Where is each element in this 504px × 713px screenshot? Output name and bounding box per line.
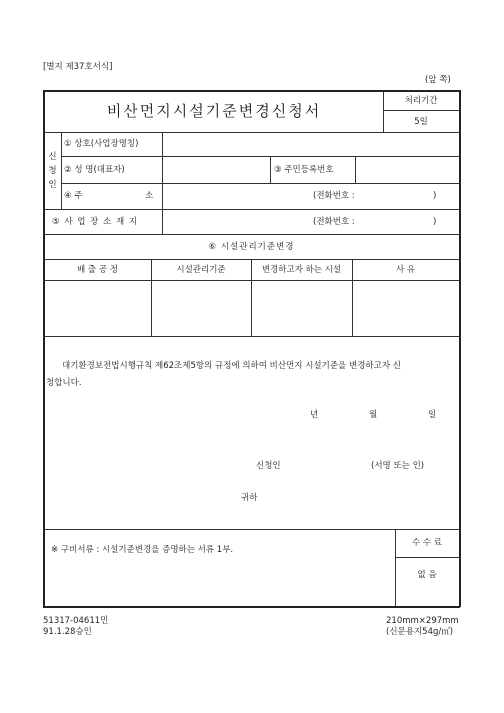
address-phone-close: ) bbox=[433, 191, 437, 201]
site-location-field[interactable] bbox=[163, 210, 313, 234]
site-phone-label: (전화번호 : bbox=[313, 217, 355, 227]
fee-value: 없 음 bbox=[417, 570, 437, 580]
form-code: 51317-04611민 bbox=[43, 616, 109, 626]
business-name-field[interactable] bbox=[163, 133, 459, 156]
resident-number-label: ③ 주민등록번호 bbox=[274, 165, 334, 175]
management-standard-cell[interactable] bbox=[152, 281, 251, 336]
column-header-management-standard: 시설관리기준 bbox=[176, 265, 226, 275]
date-day-label: 일 bbox=[428, 410, 437, 420]
processing-period-label: 처리기간 bbox=[404, 96, 438, 106]
statement-line-1: 대기환경보전법시행규칙 제62조제5항의 규정에 의하여 비산먼지 시설기준을 변경하고자 신 bbox=[62, 361, 401, 371]
fee-label: 수 수 료 bbox=[411, 538, 443, 548]
processing-period-value: 5일 bbox=[414, 117, 428, 127]
statement-line-2: 청합니다. bbox=[46, 378, 82, 388]
address-phone-label: (전화번호 : bbox=[313, 191, 355, 201]
date-year-label: 년 bbox=[310, 410, 319, 420]
column-header-reason: 사 유 bbox=[395, 265, 416, 275]
site-phone-close: ) bbox=[433, 217, 437, 227]
column-header-emission-process: 배 출 공 정 bbox=[77, 265, 118, 275]
form-title: 비산먼지시설기준변경신청서 bbox=[106, 102, 322, 120]
date-month-label: 월 bbox=[369, 410, 378, 420]
resident-number-field[interactable] bbox=[356, 157, 459, 183]
column-header-facility-to-change: 변경하고자 하는 시설 bbox=[261, 265, 342, 275]
address-label-a: ④ 주 bbox=[64, 191, 83, 201]
reason-cell[interactable] bbox=[353, 281, 459, 336]
facility-section-title: ⑥ 시설관리기준변경 bbox=[208, 242, 295, 252]
applicant-group-label-2: 청 bbox=[48, 166, 57, 176]
address-field[interactable] bbox=[163, 184, 313, 209]
applicant-group-label-1: 신 bbox=[48, 152, 57, 162]
representative-name-field[interactable] bbox=[163, 157, 269, 183]
representative-name-label: ② 성 명(대표자) bbox=[64, 165, 125, 175]
site-location-label: ⑤ 사 업 장 소 재 지 bbox=[52, 217, 139, 227]
paper-size: 210mm×297mm bbox=[386, 616, 459, 626]
facility-to-change-cell[interactable] bbox=[252, 281, 352, 336]
emission-process-cell[interactable] bbox=[45, 281, 151, 336]
signature-label: (서명 또는 인) bbox=[371, 461, 425, 471]
form-number: [별지 제37호서식] bbox=[43, 62, 113, 72]
required-documents-note: ※ 구비서류 : 시설기준변경을 증명하는 서류 1부. bbox=[51, 545, 234, 555]
applicant-group-label-3: 인 bbox=[48, 180, 57, 190]
applicant-sign-label: 신청인 bbox=[256, 461, 281, 471]
page-side-label: (앞 쪽) bbox=[425, 75, 451, 85]
business-name-label: ① 상호(사업장명칭) bbox=[64, 139, 139, 149]
approval-date: 91.1.28승인 bbox=[43, 627, 92, 637]
recipient-label: 귀하 bbox=[241, 493, 258, 503]
address-label-b: 소 bbox=[145, 191, 154, 201]
paper-type: (신문용지54g/㎡) bbox=[386, 627, 454, 637]
